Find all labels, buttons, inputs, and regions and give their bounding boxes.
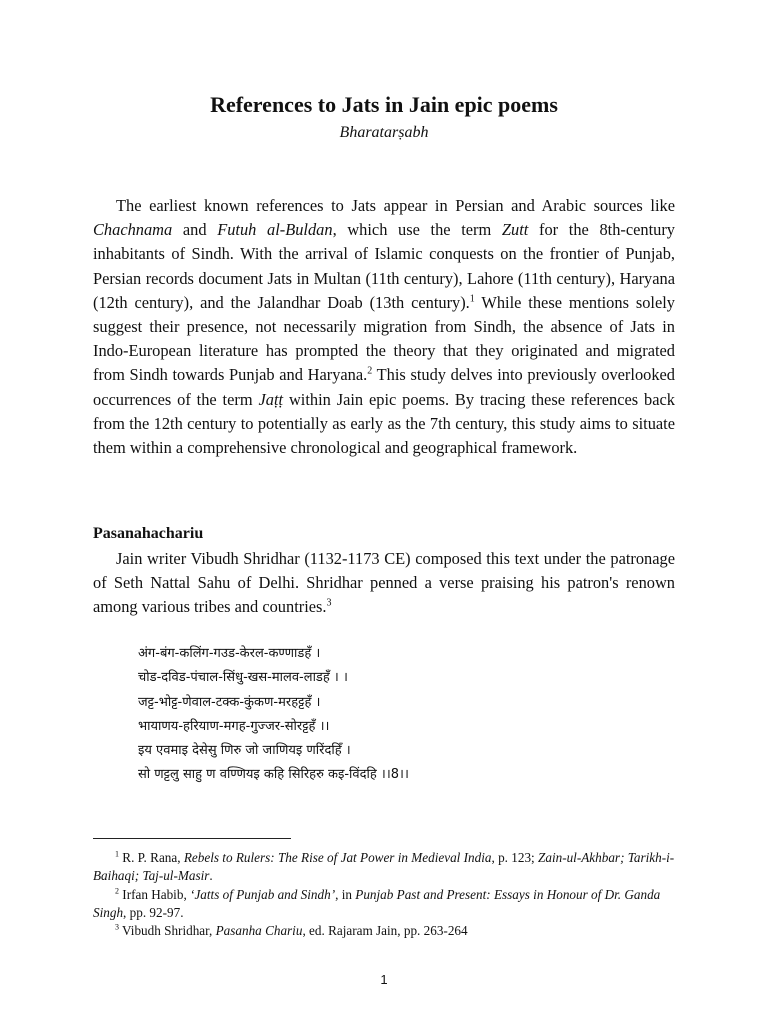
page-number: 1 <box>380 972 388 987</box>
footnotes <box>93 849 683 940</box>
intro-paragraph <box>93 194 675 460</box>
footnote-text: Irfan Habib, <box>119 886 191 902</box>
verse-line: सो णट्टलु साहु ण वण्णियइ कहि सिरिहरु कइ-विंदहि ।।8।। <box>138 767 409 783</box>
footnote-text: R. P. Rana, <box>119 850 184 865</box>
section-paragraph <box>93 547 675 620</box>
footnote-source-title: ‘Jatts of Punjab and Sindh’ <box>190 886 336 902</box>
footnote-item <box>93 849 683 886</box>
term-zutt: Zutt <box>501 220 529 240</box>
footnote-text: , in <box>335 886 356 902</box>
intro-text: While these mentions solely suggest their presence, not necessarily migration from Sindh, the absence of Jats in Indo-European literature has prompted the theory that they originated and migrated from Sindh towards Punjab and Haryana. <box>93 292 675 385</box>
author-name: Bharatarṣabh <box>339 124 429 141</box>
verse-line: इय एवमाइ देसेसु णिरु जो जाणियइ णरिंदहिँ । <box>138 743 351 759</box>
footnote-item <box>93 886 683 923</box>
footnote-item <box>93 922 683 940</box>
footnote-number: 3 <box>115 922 119 932</box>
footnote-source-title: Pasanha Chariu <box>215 923 303 939</box>
page-title: References to Jats in Jain epic poems <box>210 92 558 117</box>
term-jatt: Jaṭṭ <box>258 389 284 409</box>
footnote-text: , p. 123; <box>491 850 539 865</box>
footnote-number: 1 <box>115 849 119 859</box>
intro-text: The earliest known references to Jats appear in Persian and Arabic sources like <box>116 196 675 215</box>
footnote-source-title: Rebels to Rulers: The Rise of Jat Power in Medieval India <box>183 850 492 865</box>
verse-line: अंग-बंग-कलिंग-गउड-केरल-कण्णाडहँ । <box>138 646 321 661</box>
verse-block <box>138 642 409 788</box>
verse-line: जट्ट-भोट्ट-णेवाल-टक्क-कुंकण-मरहट्टहँ । <box>138 694 321 710</box>
intro-text: , which use the term <box>332 220 502 240</box>
section-heading: Pasanahachariu <box>93 525 204 542</box>
footnote-text: , pp. 92-97. <box>123 904 184 920</box>
footnote-text: , ed. Rajaram Jain, pp. 263-264 <box>302 923 468 939</box>
intro-text: and <box>172 220 218 240</box>
footnote-divider <box>93 838 291 839</box>
source-title-chachnama: Chachnama <box>93 220 173 240</box>
footnote-number: 2 <box>115 886 119 896</box>
footnote-ref-1[interactable]: 1 <box>469 293 475 305</box>
footnote-text: Vibudh Shridhar, <box>119 923 216 939</box>
footnote-source-title: Zain-ul-Akhbar; Tarikh-i-Baihaqi; Taj-ul-Masir <box>93 850 675 884</box>
footnote-ref-3[interactable]: 3 <box>326 597 332 609</box>
source-title-futuh: Futuh al-Buldan <box>217 220 333 240</box>
intro-text: within Jain epic poems. By tracing these references back from the 12th century to potentially as early as the 7th century, this study aims to situate them within a comprehensive chronological and geographical framework. <box>93 389 675 458</box>
footnote-ref-2[interactable]: 2 <box>367 365 373 377</box>
verse-line: भायाणय-हरियाण-मगह-गुज्जर-सोरट्टहँ ।। <box>138 718 330 734</box>
section-text: Jain writer Vibudh Shridhar (1132-1173 CE) composed this text under the patronage of Seth Nattal Sahu of Delhi. Shridhar penned a verse praising his patron's renown among various tribes and countries. <box>93 549 675 617</box>
footnote-text: . <box>209 868 213 884</box>
intro-text: for the 8th-century inhabitants of Sindh. With the arrival of Islamic conquests on the frontier of Punjab, Persian records document Jats in Multan (11th century), Lahore (11th century), Haryana (12th century), and the Jalandhar Doab (13th century). <box>93 220 675 312</box>
footnote-source-title: Punjab Past and Present: Essays in Honour of Dr. Ganda Singh <box>93 886 661 920</box>
verse-line: चोड-दविड-पंचाल-सिंधु-खस-मालव-लाडहँ । । <box>138 670 348 686</box>
intro-text: This study delves into previously overlooked occurrences of the term <box>93 365 675 409</box>
